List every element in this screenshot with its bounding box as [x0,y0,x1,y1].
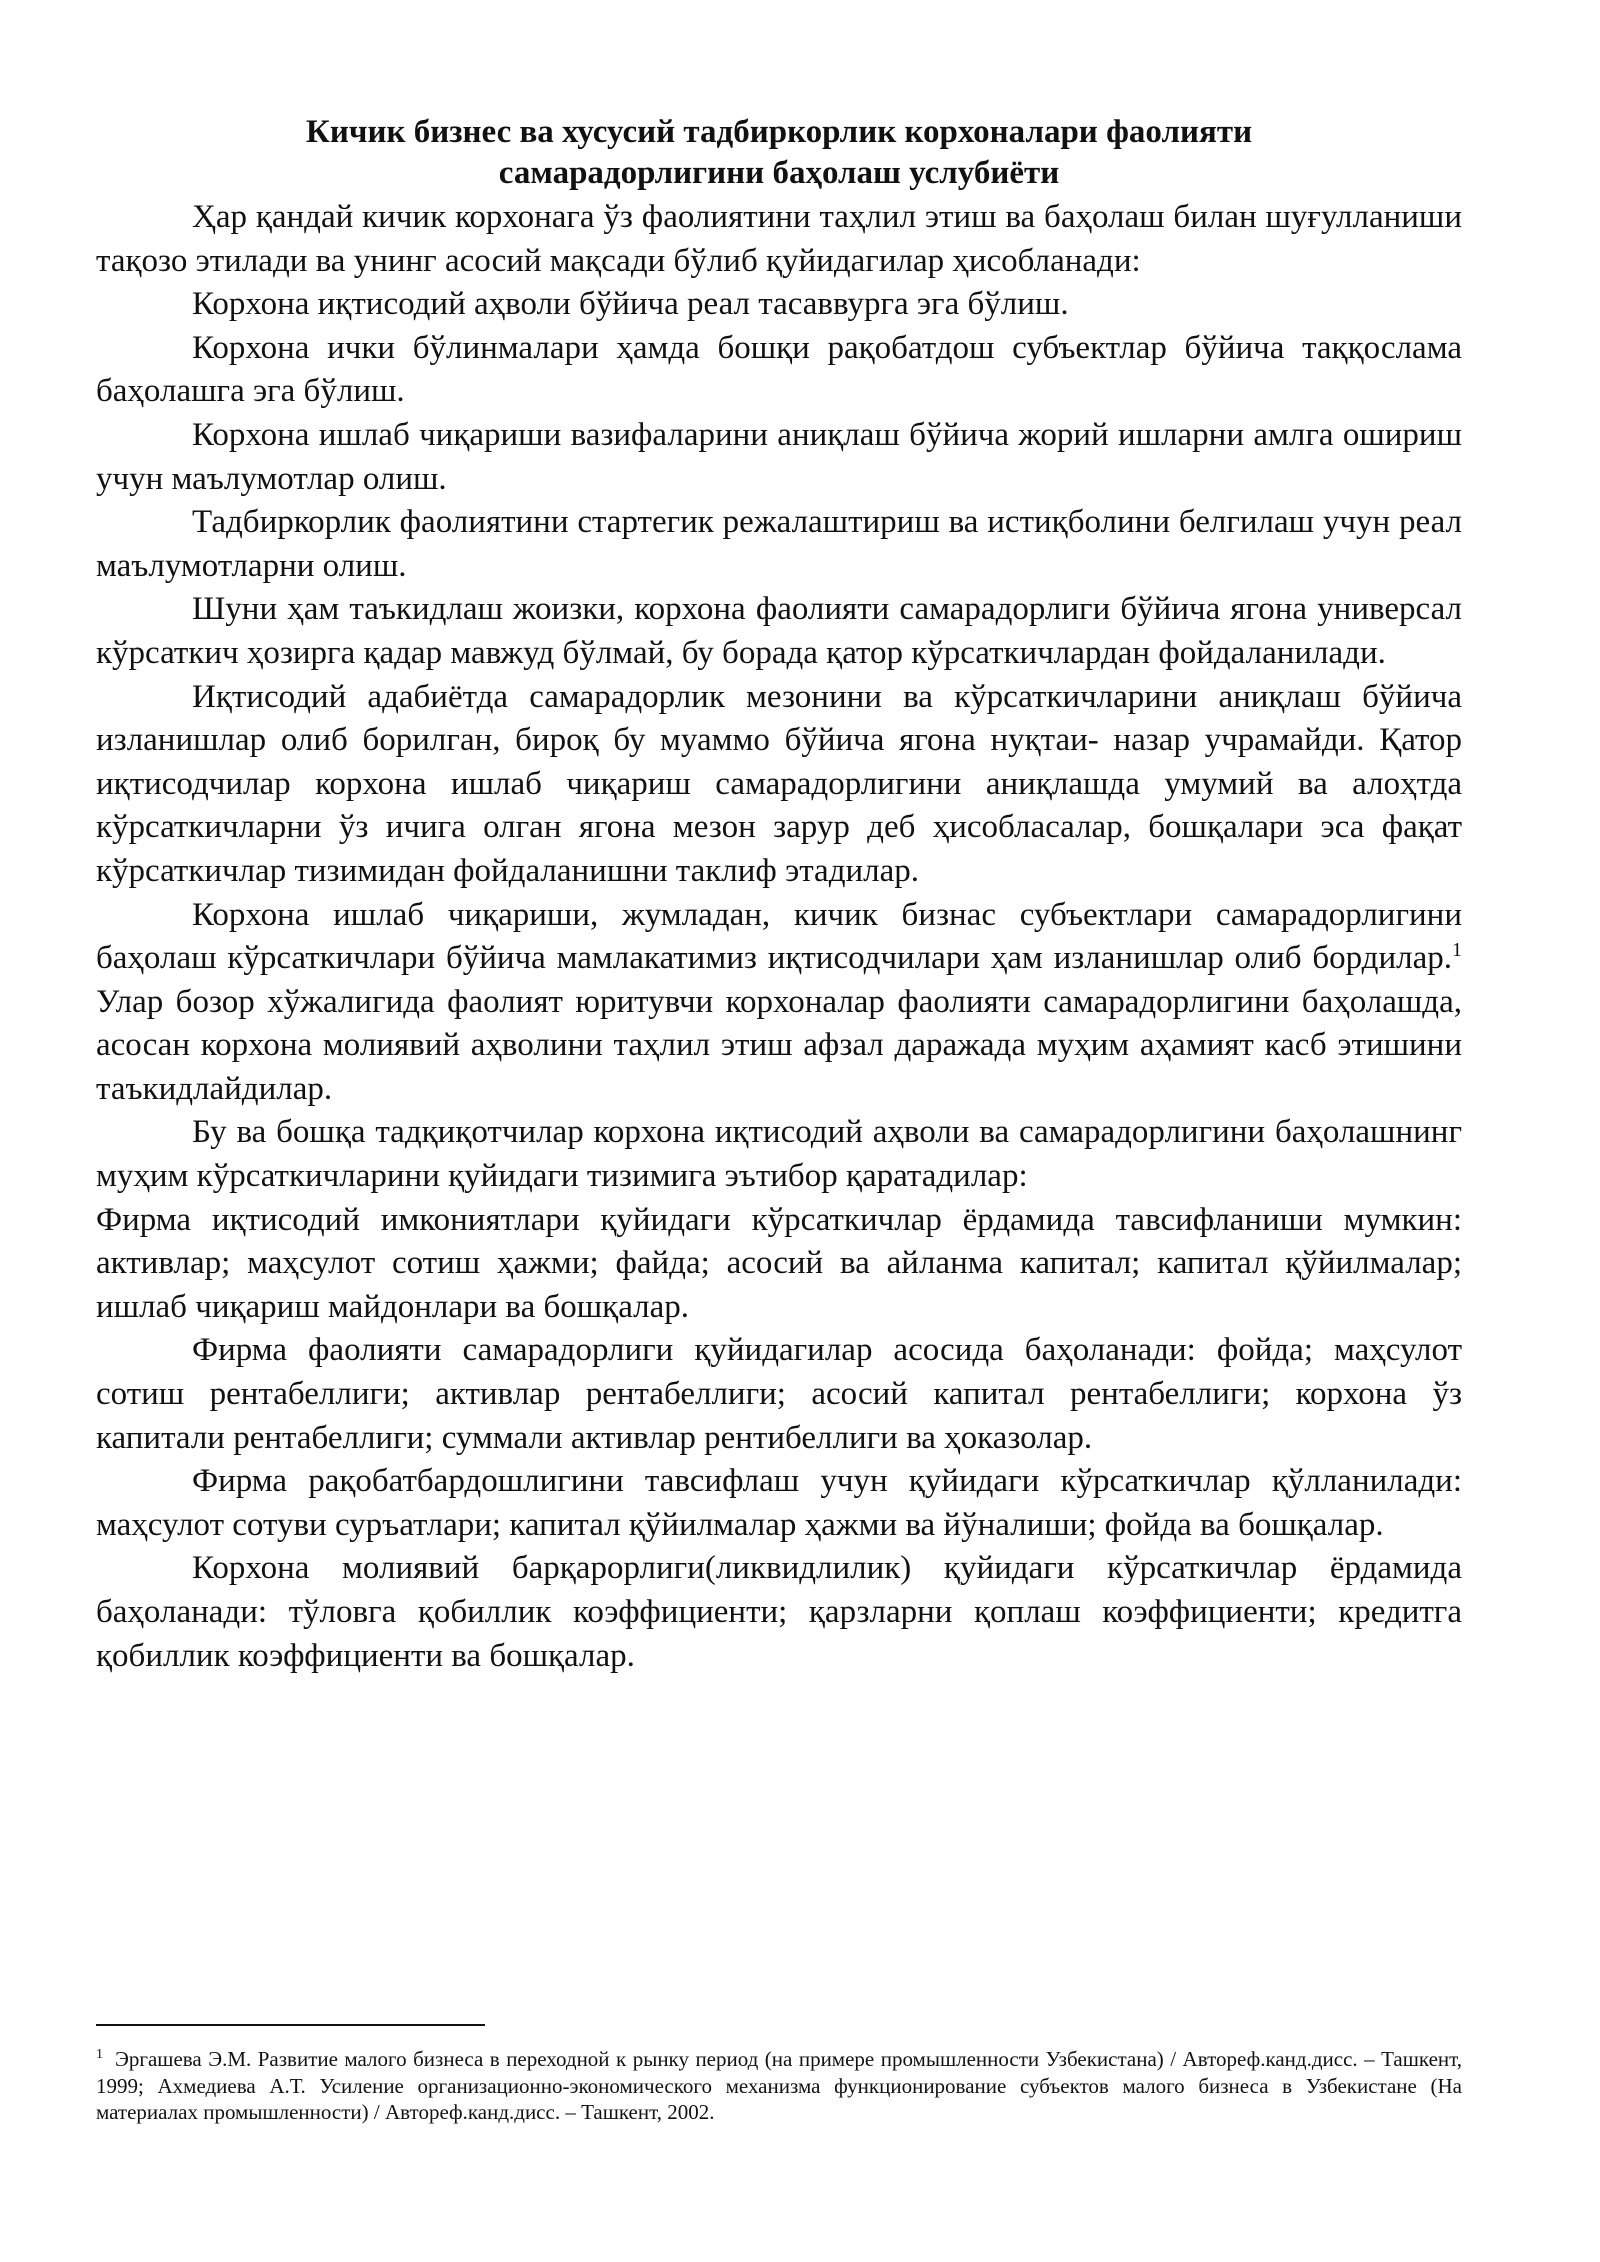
paragraph-11: Фирма фаолияти самарадорлиги қуйидагилар асосида баҳоланади: фойда; маҳсулот сотиш рентабеллиги; активлар рентабеллиги; асосий капитал рентабеллиги; корхона ўз капитали рентабеллиги; суммали активлар рентибеллиги ва ҳоказолар. [96,1332,1462,1456]
paragraph-4: Корхона ишлаб чиқариши вазифаларини аниқлаш бўйича жорий ишларни амлга ошириш учун маълумотлар олиш. [96,416,1462,497]
paragraph-10: Фирма иқтисодий имкониятлари қуйидаги кўрсаткичлар ёрдамида тавсифланиши мумкин: активлар; маҳсулот сотиш ҳажми; файда; асосий ва айланма капитал; капитал қўйилмалар; ишлаб чиқариш майдонлари ва бошқалар. [96,1201,1462,1325]
title-line-2: самарадорлигини баҳолаш услубиёти [498,155,1060,191]
footnote-text: Эргашева Э.М. Развитие малого бизнеса в переходной к рынку период (на примере промышленности Узбекистана) / Автореф.канд.дисс. – Ташкент, 1999; Ахмедиева А.Т. Усиление организационно-экономического механизма функционирование субъектов малого бизнеса в Узбекистане (На материалах промышленности) / Автореф.канд.дисс. – Ташкент, 2002. [96,2047,1462,2124]
paragraph-1: Ҳар қандай кичик корхонага ўз фаолиятини таҳлил этиш ва баҳолаш билан шуғулланиши тақозо этилади ва унинг асосий мақсади бўлиб қуйидагилар ҳисобланади: [96,199,1462,279]
paragraph-6: Шуни ҳам таъкидлаш жоизки, корхона фаолияти самарадорлиги бўйича ягона универсал кўрсаткич ҳозирга қадар мавжуд бўлмай, бу борада қатор кўрсаткичлардан фойдаланилади. [96,591,1462,671]
paragraph-2: Корхона иқтисодий аҳволи бўйича реал тасаввурга эга бўлиш. [192,286,1069,323]
footnote [96,2046,1462,2126]
paragraph-5: Тадбиркорлик фаолиятини стартегик режалаштириш ва истиқболини белгилаш учун реал маълумотларни олиш. [96,504,1462,584]
body-text [96,196,1462,1678]
paragraph-13: Корхона молиявий барқарорлиги(ликвидлилик) қуйидаги кўрсаткичлар ёрдамида баҳоланади: тўловга қобиллик коэффициенти; қарзларни қоплаш коэффициенти; кредитга қобиллик коэффициенти ва бошқалар. [96,1550,1462,1674]
title-line-1: Кичик бизнес ва хусусий тадбиркорлик корхоналари фаолияти [305,114,1253,150]
paragraph-9: Бу ва бошқа тадқиқотчилар корхона иқтисодий аҳволи ва самарадорлигини баҳолашнинг муҳим кўрсаткичларини қуйидаги тизимига эътибор қаратадилар: [96,1114,1462,1195]
footnote-separator [96,2024,485,2026]
paragraph-8-part-1: Корхона ишлаб чиқариши, жумладан, кичик бизнас субъектлари самарадорлигини баҳолаш кўрсаткичлари бўйича мамлакатимиз иқтисодчилари ҳам изланишлар олиб бордилар. [96,896,1462,977]
paragraph-12: Фирма рақобатбардошлигини тавсифлаш учун қуйидаги кўрсаткичлар қўлланилади: маҳсулот сотуви суръатлари; капитал қўйилмалар ҳажми ва йўналиши; фойда ва бошқалар. [96,1463,1462,1543]
paragraph-8 [96,894,1462,1112]
footnote-reference[interactable]: 1 [1452,939,1462,962]
document-title [96,112,1462,194]
paragraph-3: Корхона ички бўлинмалари ҳамда бошқи рақобатдош субъектлар бўйича таққослама баҳолашга эга бўлиш. [96,329,1462,410]
footnote-mark: 1 [96,2047,103,2062]
paragraph-8-part-2: Улар бозор хўжалигида фаолият юритувчи корхоналар фаолияти самарадорлигини баҳолашда, асосан корхона молиявий аҳволини таҳлил этиш афзал даражада муҳим аҳамият касб этишини таъкидлайдилар. [96,983,1462,1107]
document-page [96,112,1462,1678]
paragraph-7: Иқтисодий адабиётда самарадорлик мезонини ва кўрсаткичларини аниқлаш бўйича изланишлар олиб борилган, бироқ бу муаммо бўйича ягона нуқтаи- назар учрамайди. Қатор иқтисодчилар корхона ишлаб чиқариш самарадорлигини аниқлашда умумий ва алоҳтда кўрсаткичларни ўз ичига олган ягона мезон зарур деб ҳисобласалар, бошқалари эса фақат кўрсаткичлар тизимидан фойдаланишни таклиф этадилар. [96,678,1462,889]
